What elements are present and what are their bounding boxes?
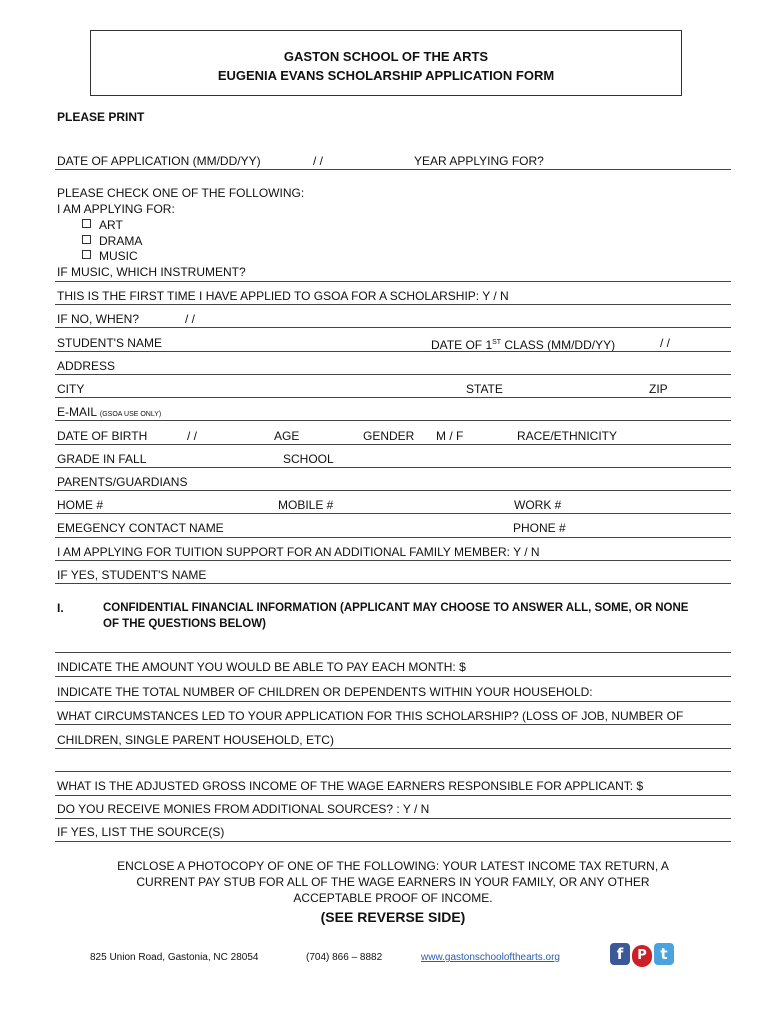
agi-label: WHAT IS THE ADJUSTED GROSS INCOME OF THE WAGE EARNERS RESPONSIBLE FOR APPLICANT: $	[57, 779, 644, 793]
phones-line[interactable]	[55, 513, 731, 514]
student-name-line[interactable]	[55, 351, 731, 352]
enclose-line-2: CURRENT PAY STUB FOR ALL OF THE WAGE EARNERS IN YOUR FAMILY, OR ANY OTHER	[136, 875, 650, 889]
date-first-class-label: DATE OF 1ST CLASS (MM/DD/YY)	[431, 338, 616, 352]
first-time-label: THIS IS THE FIRST TIME I HAVE APPLIED TO GSOA FOR A SCHOLARSHIP: Y / N	[57, 289, 509, 303]
address-line[interactable]	[55, 374, 731, 375]
date-of-application-line[interactable]	[55, 169, 731, 170]
children-label: INDICATE THE TOTAL NUMBER OF CHILDREN OR DEPENDENTS WITHIN YOUR HOUSEHOLD:	[57, 685, 593, 699]
circumstances-line-2[interactable]	[55, 748, 731, 749]
if-no-when-label: IF NO, WHEN?	[57, 312, 140, 326]
email-label: E-MAIL (GSOA USE ONLY)	[57, 405, 162, 419]
if-yes-student-label: IF YES, STUDENT'S NAME	[57, 568, 207, 582]
section-title-line2: OF THE QUESTIONS BELOW)	[103, 618, 266, 630]
footer-address: 825 Union Road, Gastonia, NC 28054	[90, 952, 259, 963]
enclose-line-1: ENCLOSE A PHOTOCOPY OF ONE OF THE FOLLOWING: YOUR LATEST INCOME TAX RETURN, A	[117, 859, 669, 873]
form-title: EUGENIA EVANS SCHOLARSHIP APPLICATION FORM	[217, 68, 555, 83]
children-line[interactable]	[55, 701, 731, 702]
option-art[interactable]: ART	[82, 218, 123, 232]
dob-slashes: / /	[187, 429, 198, 443]
option-drama[interactable]: DRAMA	[82, 234, 142, 248]
see-reverse-note: (SEE REVERSE SIDE)	[320, 909, 466, 925]
mobile-phone-label: MOBILE #	[278, 498, 334, 512]
age-label: AGE	[274, 429, 300, 443]
footer-website-link[interactable]: www.gastonschoolofthearts.org	[421, 952, 560, 963]
school-label: SCHOOL	[283, 452, 334, 466]
zip-label: ZIP	[649, 382, 668, 396]
email-line[interactable]	[55, 420, 731, 421]
state-label: STATE	[466, 382, 503, 396]
date-of-application-label: DATE OF APPLICATION (MM/DD/YY)	[57, 154, 261, 168]
social-icons	[610, 943, 680, 967]
additional-member-line[interactable]	[55, 560, 731, 561]
pay-month-line[interactable]	[55, 676, 731, 677]
footer-phone: (704) 866 – 8882	[306, 952, 383, 963]
year-applying-label: YEAR APPLYING FOR?	[414, 154, 544, 168]
if-yes-student-line[interactable]	[55, 583, 731, 584]
music-instrument-line[interactable]	[55, 281, 731, 282]
home-phone-label: HOME #	[57, 498, 104, 512]
checkbox-icon[interactable]	[82, 219, 91, 228]
student-name-label: STUDENT'S NAME	[57, 336, 162, 350]
pinterest-icon[interactable]: P	[632, 945, 652, 967]
option-music[interactable]: MUSIC	[82, 249, 138, 263]
section-line-blank[interactable]	[55, 652, 731, 653]
city-line[interactable]	[55, 397, 731, 398]
applying-for-label: I AM APPLYING FOR:	[57, 202, 175, 216]
emergency-line[interactable]	[55, 537, 731, 538]
emergency-phone-label: PHONE #	[513, 521, 566, 535]
enclose-line-3: ACCEPTABLE PROOF OF INCOME.	[293, 891, 493, 905]
school-name: GASTON SCHOOL OF THE ARTS	[283, 49, 489, 64]
if-no-when-line[interactable]	[55, 327, 731, 328]
date-first-class-slashes: / /	[660, 336, 671, 350]
email-note: (GSOA USE ONLY)	[99, 411, 162, 418]
circumstances-label-2: CHILDREN, SINGLE PARENT HOUSEHOLD, ETC)	[57, 733, 334, 747]
city-label: CITY	[57, 382, 85, 396]
address-label: ADDRESS	[57, 359, 116, 373]
check-one-label: PLEASE CHECK ONE OF THE FOLLOWING:	[57, 186, 305, 200]
parents-line[interactable]	[55, 490, 731, 491]
dob-label: DATE OF BIRTH	[57, 429, 148, 443]
monies-line[interactable]	[55, 818, 731, 819]
gender-label: GENDER	[363, 429, 415, 443]
list-sources-label: IF YES, LIST THE SOURCE(S)	[57, 825, 225, 839]
date-of-application-slashes: / /	[313, 154, 324, 168]
circumstances-line[interactable]	[55, 724, 731, 725]
circumstances-label: WHAT CIRCUMSTANCES LED TO YOUR APPLICATION FOR THIS SCHOLARSHIP? (LOSS OF JOB, NUMBER OF	[57, 709, 684, 723]
emergency-contact-label: EMEGENCY CONTACT NAME	[57, 521, 224, 535]
grade-label: GRADE IN FALL	[57, 452, 147, 466]
if-no-when-slashes: / /	[185, 312, 196, 326]
additional-member-label: I AM APPLYING FOR TUITION SUPPORT FOR AN ADDITIONAL FAMILY MEMBER: Y / N	[57, 545, 540, 559]
gender-options: M / F	[436, 429, 464, 443]
please-print-note: PLEASE PRINT	[57, 110, 145, 124]
twitter-icon[interactable]: t	[654, 943, 674, 965]
monies-label: DO YOU RECEIVE MONIES FROM ADDITIONAL SOURCES? : Y / N	[57, 802, 430, 816]
first-time-line[interactable]	[55, 304, 731, 305]
form-header	[90, 30, 682, 96]
grade-line[interactable]	[55, 467, 731, 468]
pay-month-label: INDICATE THE AMOUNT YOU WOULD BE ABLE TO PAY EACH MONTH: $	[57, 660, 466, 674]
music-instrument-label: IF MUSIC, WHICH INSTRUMENT?	[57, 265, 246, 279]
circumstances-line-3[interactable]	[55, 771, 731, 772]
parents-label: PARENTS/GUARDIANS	[57, 475, 188, 489]
agi-line[interactable]	[55, 795, 731, 796]
race-label: RACE/ETHNICITY	[517, 429, 618, 443]
facebook-icon[interactable]: f	[610, 943, 630, 965]
section-title-line1: CONFIDENTIAL FINANCIAL INFORMATION (APPLICANT MAY CHOOSE TO ANSWER ALL, SOME, OR NONE	[103, 602, 689, 614]
checkbox-icon[interactable]	[82, 250, 91, 259]
work-phone-label: WORK #	[514, 498, 562, 512]
checkbox-icon[interactable]	[82, 235, 91, 244]
dob-line[interactable]	[55, 444, 731, 445]
list-sources-line[interactable]	[55, 841, 731, 842]
section-number: I.	[57, 601, 64, 615]
